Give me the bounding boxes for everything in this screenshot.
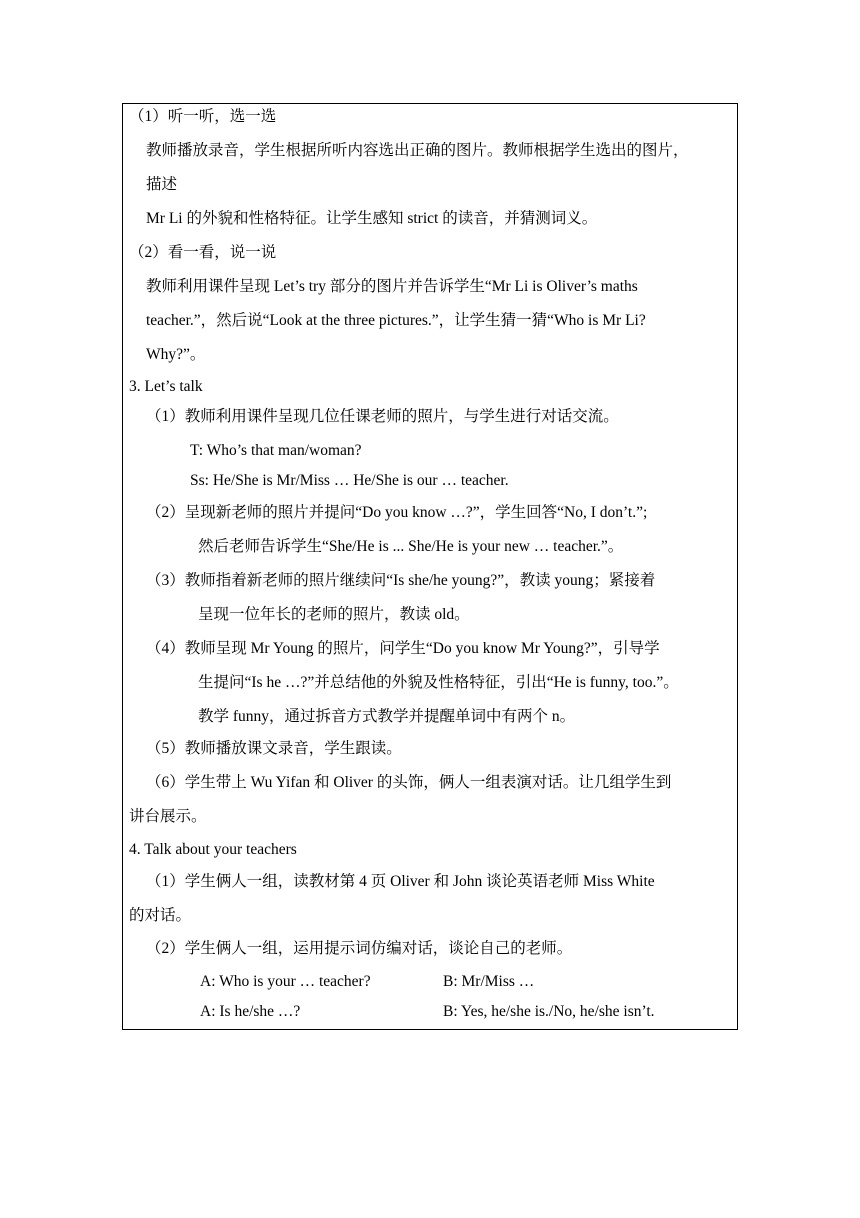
talk-step-line: 然后老师告诉学生“She/He is ... She/He is your new … teacher.”。 [198, 538, 624, 555]
talk-step-line: （1）教师利用课件呈现几位任课老师的照片，与学生进行对话交流。 [146, 408, 619, 425]
dialogue-line-b: B: Mr/Miss … [443, 973, 535, 990]
dialogue-line: Ss: He/She is Mr/Miss … He/She is our … teacher. [190, 472, 509, 489]
listen-heading: （1）听一听，选一选 [129, 108, 277, 125]
talk-step-line: （3）教师指着新老师的照片继续问“Is she/he young?”，教读 young；紧接着 [146, 572, 656, 589]
talk-step-line: 生提问“Is he …?”并总结他的外貌及性格特征，引出“He is funny, too.”。 [198, 674, 679, 691]
dialogue-line-b: B: Yes, he/she is./No, he/she isn’t. [443, 1003, 655, 1020]
dialogue-line-a: A: Who is your … teacher? [200, 973, 371, 990]
listen-body-line: 教师播放录音，学生根据所听内容选出正确的图片。教师根据学生选出的图片， [146, 142, 689, 159]
talk-step-line: （4）教师呈现 Mr Young 的照片，问学生“Do you know Mr Young?”，引导学 [146, 640, 660, 657]
look-heading: （2）看一看，说一说 [129, 244, 277, 261]
look-body-line: Why?”。 [146, 346, 206, 363]
talk-step-line: （2）呈现新老师的照片并提问“Do you know …?”，学生回答“No, I don’t.”; [146, 504, 648, 521]
teachers-step-line: 的对话。 [129, 907, 192, 924]
talk-step-line: 讲台展示。 [129, 808, 207, 825]
look-body-line: 教师利用课件呈现 Let’s try 部分的图片并告诉学生“Mr Li is Oliver’s maths [146, 278, 638, 295]
listen-body-line: 描述 [146, 176, 178, 193]
talk-step-line: （5）教师播放课文录音，学生跟读。 [146, 740, 402, 757]
talk-step-line: 呈现一位年长的老师的照片，教读 old。 [198, 606, 470, 623]
look-body-line: teacher.”，然后说“Look at the three pictures.”，让学生猜一猜“Who is Mr Li? [146, 312, 646, 329]
dialogue-line-a: A: Is he/she …? [200, 1003, 301, 1020]
dialogue-line: T: Who’s that man/woman? [190, 442, 362, 459]
teachers-step-line: （1）学生俩人一组，读教材第 4 页 Oliver 和 John 谈论英语老师 Miss White [146, 873, 655, 890]
talk-about-teachers-heading: 4. Talk about your teachers [129, 841, 297, 858]
listen-body-line: Mr Li 的外貌和性格特征。让学生感知 strict 的读音，并猜测词义。 [146, 210, 598, 227]
talk-step-line: 教学 funny，通过拆音方式教学并提醒单词中有两个 n。 [198, 708, 576, 725]
teachers-step-line: （2）学生俩人一组，运用提示词仿编对话，谈论自己的老师。 [146, 940, 573, 957]
talk-step-line: （6）学生带上 Wu Yifan 和 Oliver 的头饰，俩人一组表演对话。让几组学生到 [146, 774, 672, 791]
lets-talk-heading: 3. Let’s talk [129, 378, 203, 395]
